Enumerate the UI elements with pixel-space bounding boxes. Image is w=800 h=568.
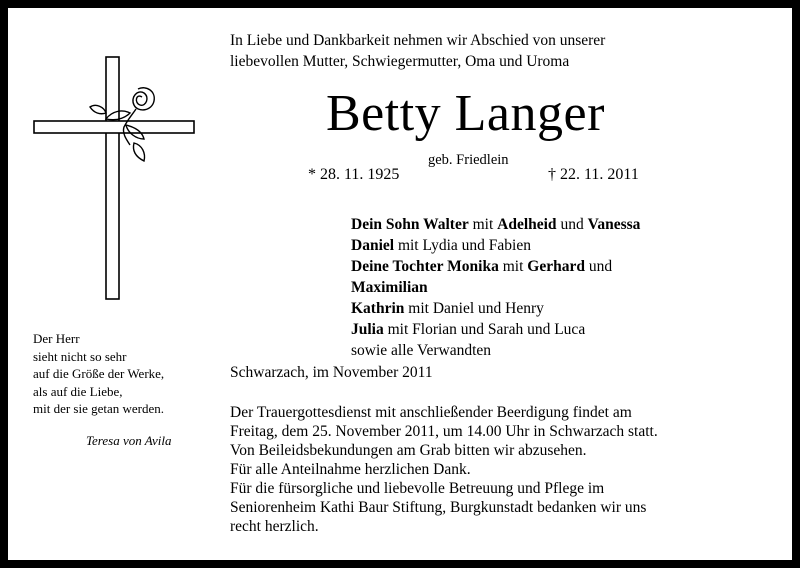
quote-line: als auf die Liebe, xyxy=(33,383,123,399)
note-line: recht herzlich. xyxy=(230,518,319,535)
obituary-card xyxy=(8,8,792,560)
funeral-notes xyxy=(230,403,658,536)
note-line: Der Trauergottesdienst mit anschließender Beerdigung findet am xyxy=(230,404,632,421)
family-line: sowie alle Verwandten xyxy=(351,342,492,359)
place-date: Schwarzach, im November 2011 xyxy=(230,364,433,381)
family-line: Deine Tochter Monika mit Gerhard und xyxy=(351,258,613,275)
intro-line: liebevollen Mutter, Schwiegermutter, Oma und Uroma xyxy=(230,53,570,70)
intro-line: In Liebe und Dankbarkeit nehmen wir Abschied von unserer xyxy=(230,32,606,49)
family-list xyxy=(351,214,640,361)
quote-line: sieht nicht so sehr xyxy=(33,348,127,364)
note-line: Für alle Anteilnahme herzlichen Dank. xyxy=(230,461,471,478)
quote xyxy=(33,330,164,418)
birth-date: * 28. 11. 1925 xyxy=(308,166,400,183)
note-line: Für die fürsorgliche und liebevolle Betreuung und Pflege im xyxy=(230,480,605,497)
quote-line: auf die Größe der Werke, xyxy=(33,366,165,381)
family-line: Dein Sohn Walter mit Adelheid und Vanessa xyxy=(351,216,641,233)
family-line: Daniel mit Lydia und Fabien xyxy=(351,237,531,254)
intro-text xyxy=(230,30,605,72)
maiden-name: geb. Friedlein xyxy=(428,152,509,168)
deceased-name: Betty Langer xyxy=(326,85,605,142)
cross-icon xyxy=(30,53,210,303)
family-line: Kathrin mit Daniel und Henry xyxy=(351,300,544,317)
note-line: Freitag, dem 25. November 2011, um 14.00 Uhr in Schwarzach statt. xyxy=(230,423,658,440)
death-date: † 22. 11. 2011 xyxy=(548,166,639,183)
quote-line: Der Herr xyxy=(33,331,80,346)
quote-author: Teresa von Avila xyxy=(86,433,172,448)
quote-line: mit der sie getan werden. xyxy=(33,401,165,416)
family-line: Maximilian xyxy=(351,279,428,296)
family-line: Julia mit Florian und Sarah und Luca xyxy=(351,321,586,338)
note-line: Seniorenheim Kathi Baur Stiftung, Burgkunstadt bedanken wir uns xyxy=(230,499,647,516)
note-line: Von Beileidsbekundungen am Grab bitten wir abzusehen. xyxy=(230,442,587,459)
